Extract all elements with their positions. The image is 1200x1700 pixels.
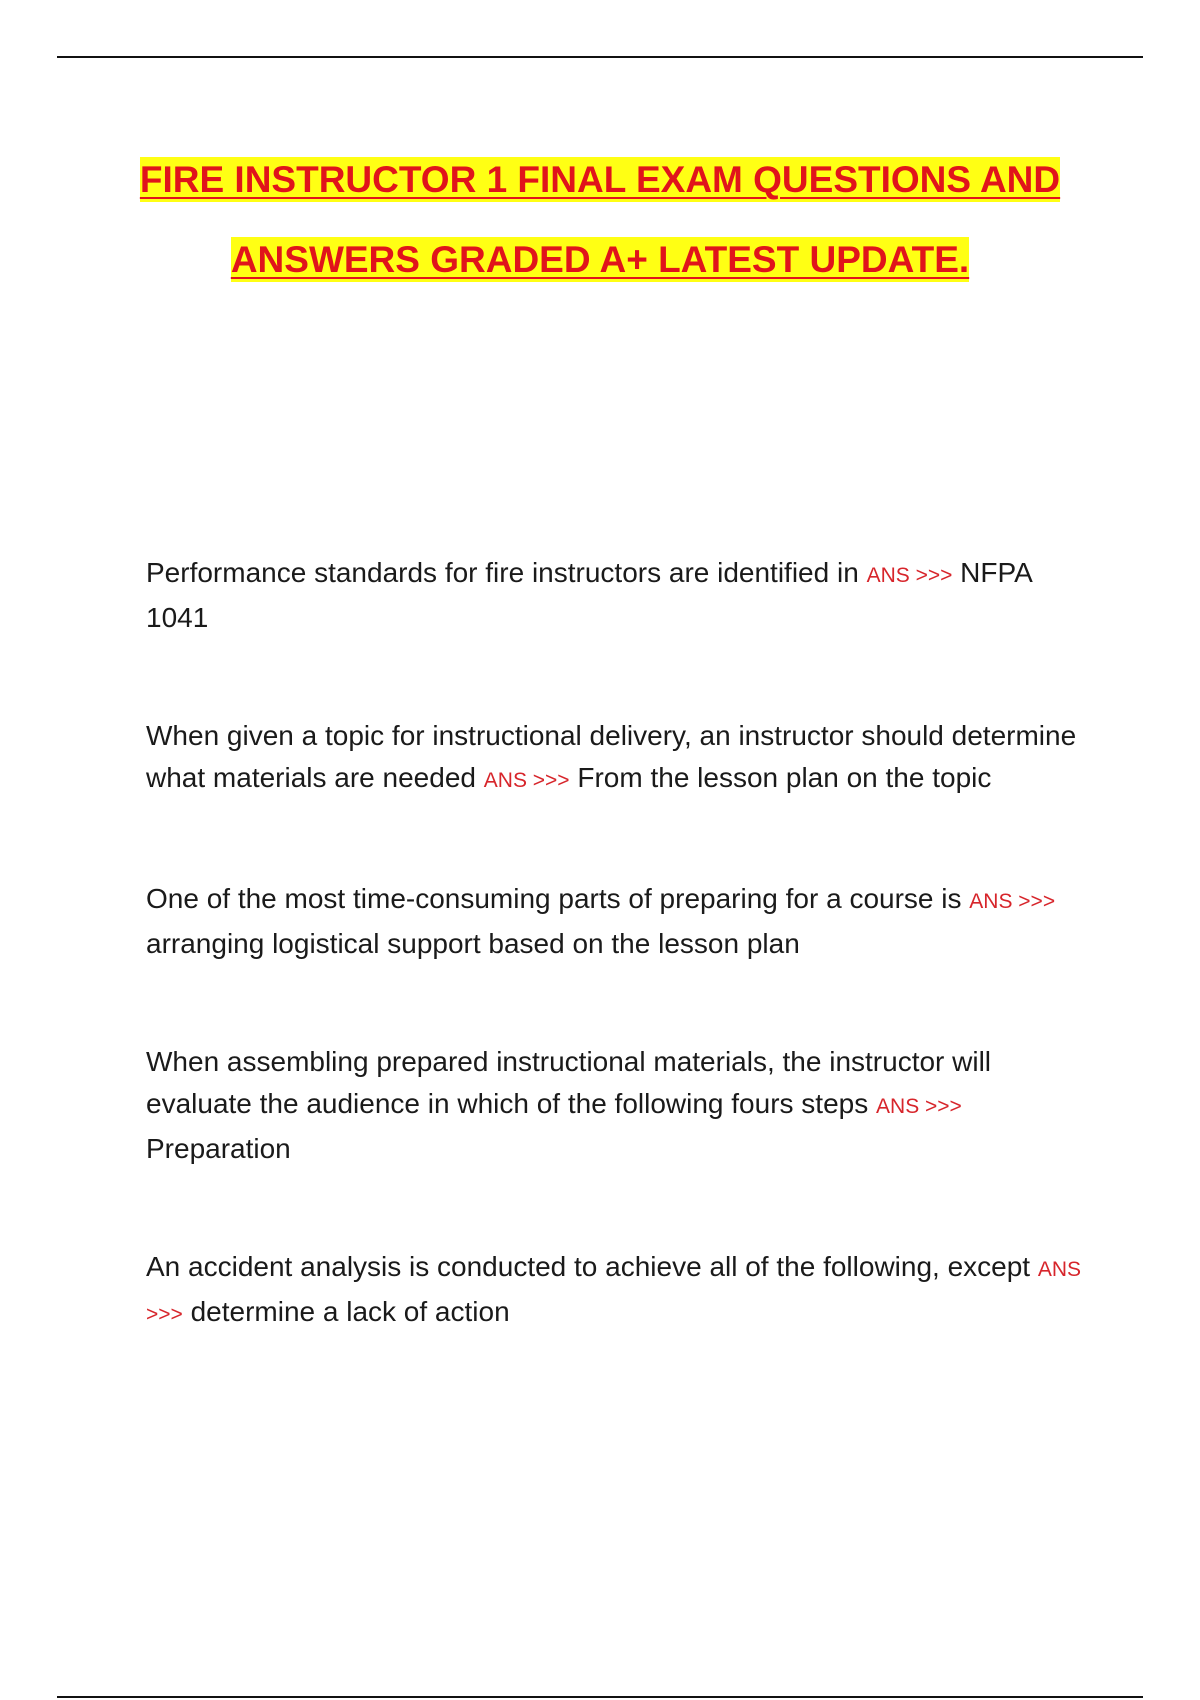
answer-text: arranging logistical support based on the lesson plan	[146, 928, 800, 959]
question-text: When given a topic for instructional delivery, an instructor should determine what materials are needed	[146, 720, 1077, 793]
title-line-1: FIRE INSTRUCTOR 1 FINAL EXAM QUESTIONS AND	[139, 159, 1061, 200]
document-title	[57, 140, 1143, 300]
footer-rule	[57, 1696, 1143, 1698]
answer-text: Preparation	[146, 1133, 291, 1164]
answer-text: determine a lack of action	[190, 1296, 510, 1327]
answer-marker: ANS >>>	[866, 564, 953, 587]
qa-item	[146, 552, 1086, 639]
qa-item	[146, 878, 1086, 965]
answer-text: NFPA 1041	[146, 557, 1032, 633]
title-line-2: ANSWERS GRADED A+ LATEST UPDATE.	[230, 239, 970, 280]
question-text: Performance standards for fire instructors are identified in	[146, 557, 859, 588]
question-text: One of the most time-consuming parts of preparing for a course is	[146, 883, 962, 914]
answer-marker: ANS >>>	[146, 1258, 1082, 1326]
qa-list	[146, 552, 1086, 1336]
question-text: When assembling prepared instructional materials, the instructor will evaluate the audience in which of the following fours steps	[146, 1046, 992, 1119]
qa-item	[146, 715, 1086, 802]
header-rule	[57, 56, 1143, 58]
qa-item	[146, 1041, 1086, 1170]
answer-text: From the lesson plan on the topic	[577, 762, 992, 793]
qa-item	[146, 1246, 1086, 1336]
answer-marker: ANS >>>	[969, 890, 1056, 913]
answer-marker: ANS >>>	[876, 1095, 962, 1118]
answer-marker: ANS >>>	[483, 769, 570, 792]
question-text: An accident analysis is conducted to achieve all of the following, except	[146, 1251, 1031, 1282]
